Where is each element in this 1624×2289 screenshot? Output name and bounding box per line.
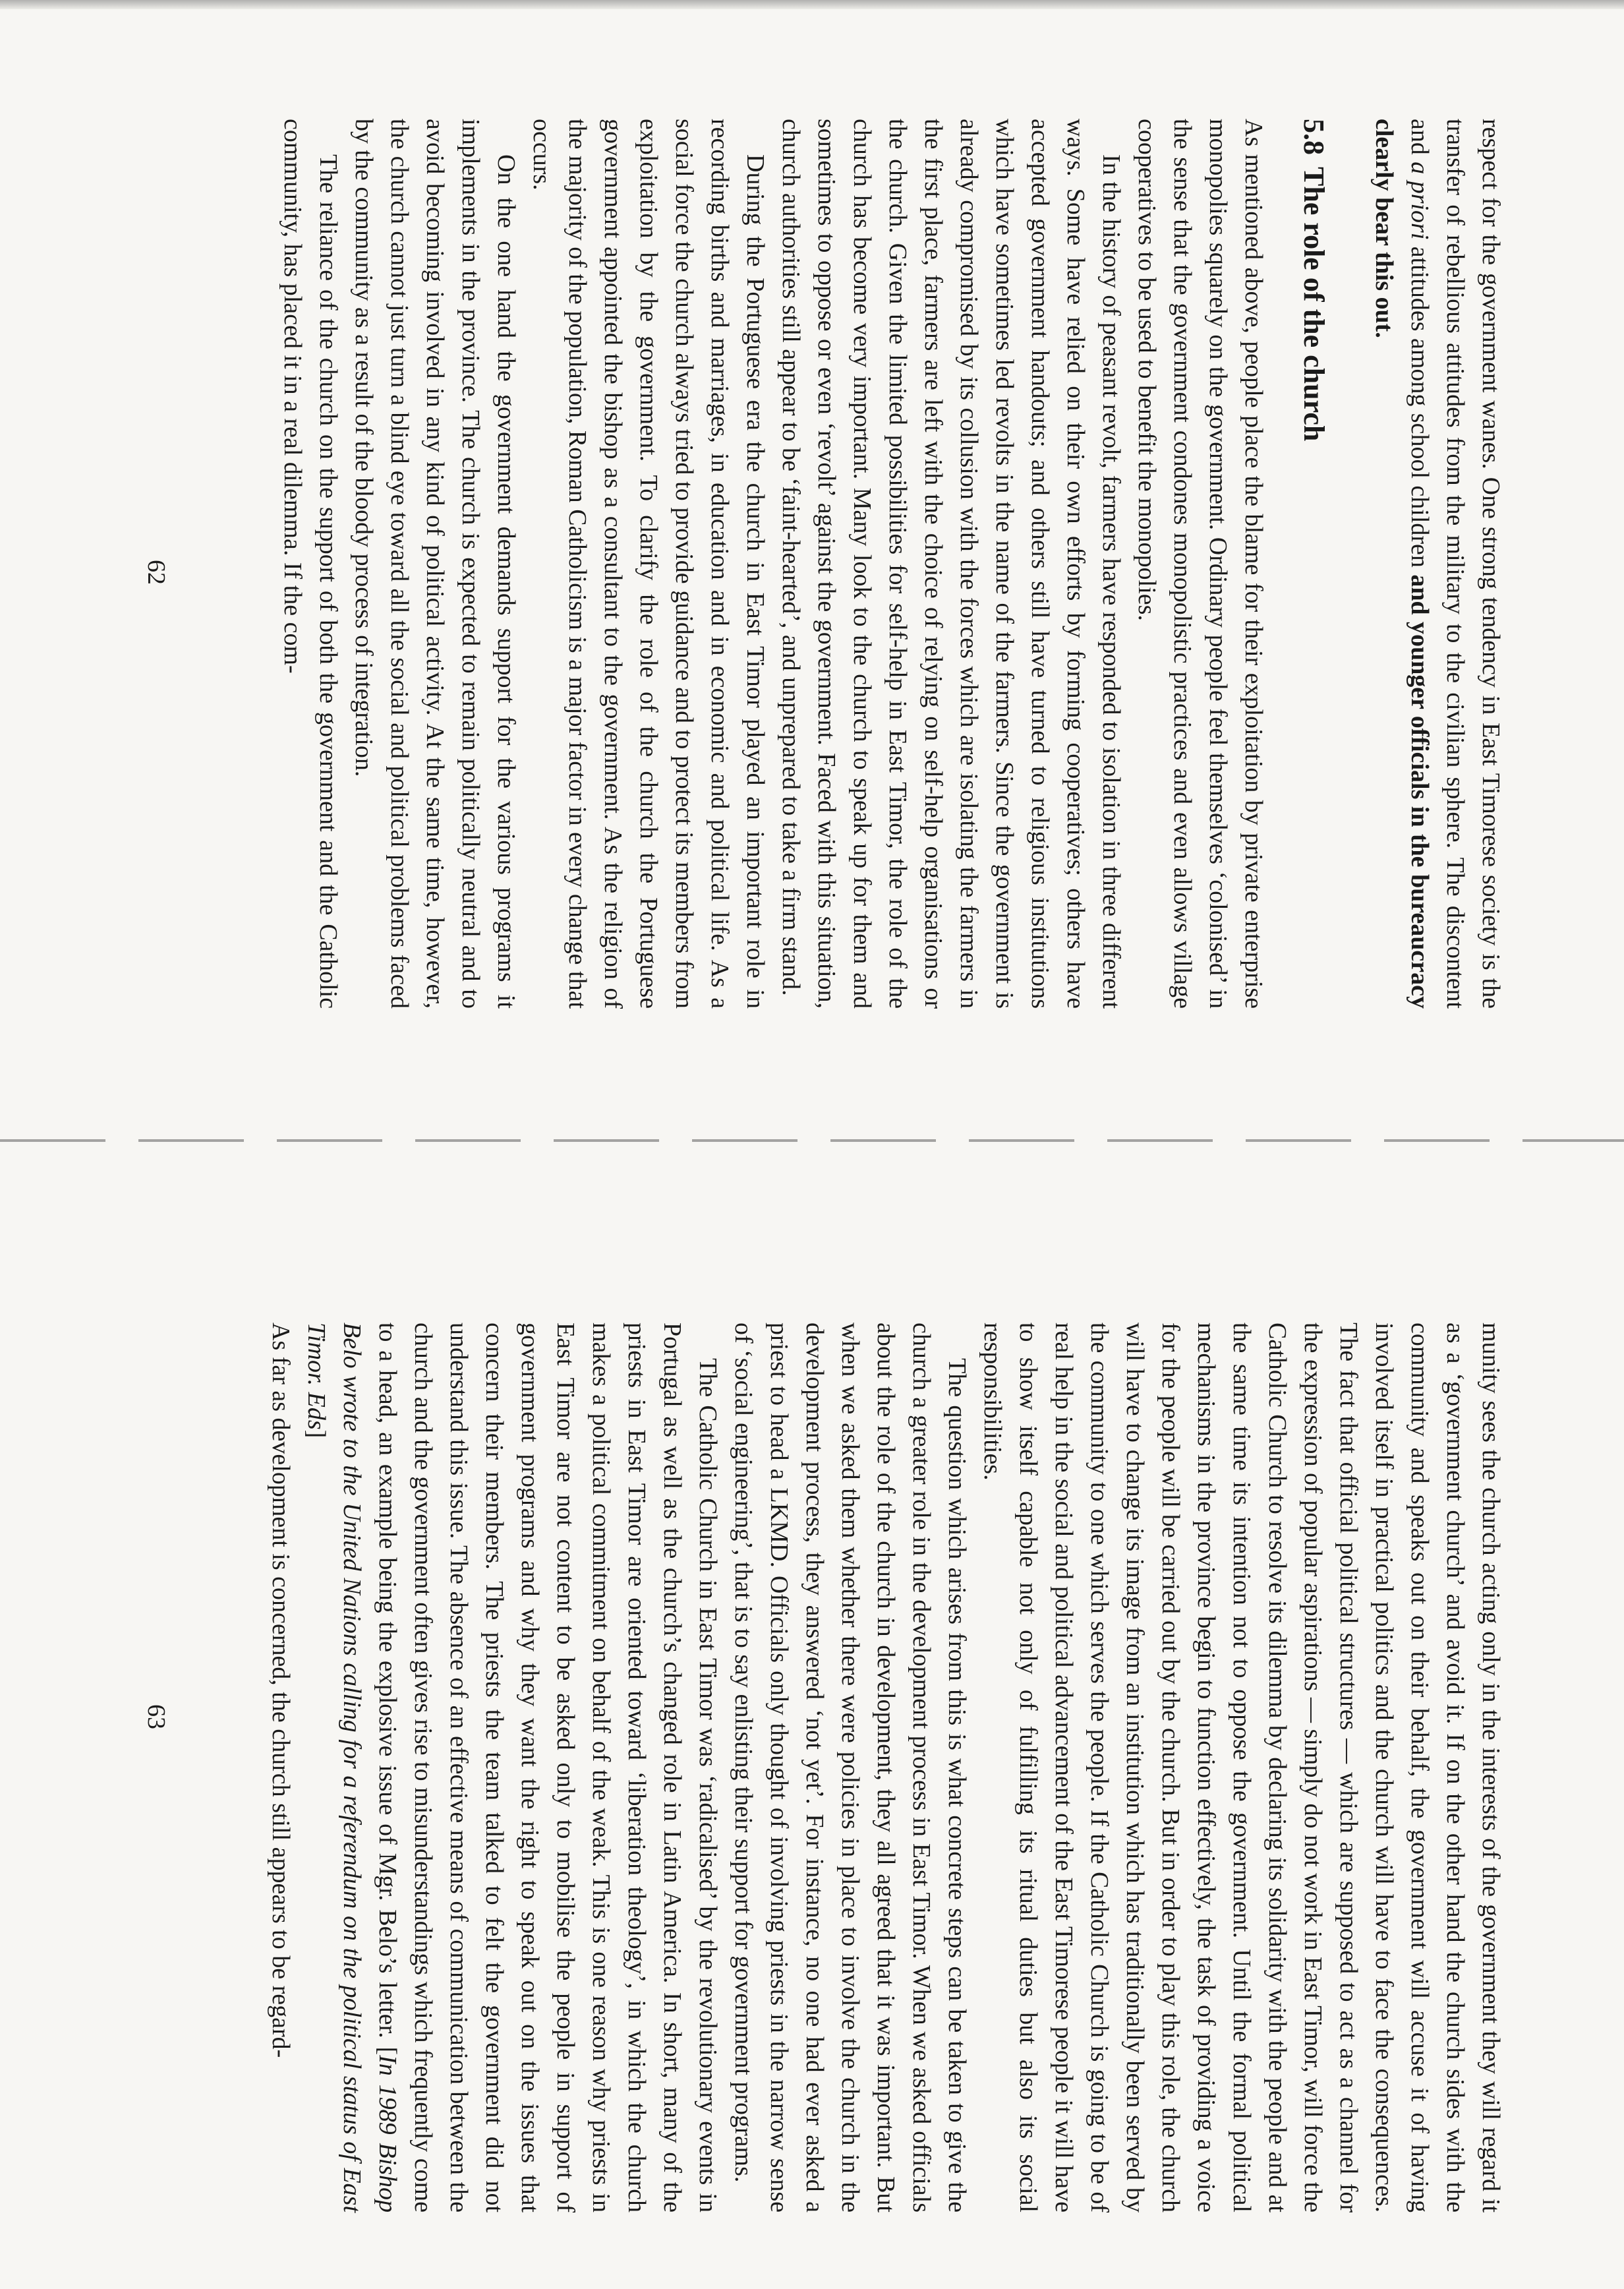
left-page-text-column [275, 119, 1509, 1009]
paragraph: The reliance of the church on the support of both the government and the Catholic community, has placed it in a real dilemma. If the com- [279, 119, 342, 1009]
paragraph: As far as development is concerned, the church still appears to be regard- [267, 1323, 295, 2058]
paragraph: As mentioned above, people place the blame for their exploitation by private enterprise monopolies squarely on the government. Ordinary people feel themselves ‘colonised’ in the sense that the government condones monopolistic practices and even allows village cooperatives to be used to benefit the monopolies. [1133, 119, 1267, 1009]
paragraph: munity sees the church acting only in the interests of the government they will regard it as a ‘government church’ and avoid it. If on the other hand the church sides with the community and speaks out on their behalf, the government will accuse it of having involved itself in practical politics and the church will have to face the consequences. The fact that official political structures — which are supposed to act as a channel for the expression of popular aspirations — simply do not work in East Timor, will force the Catholic Church to resolve its dilemma by declaring its solidarity with the people and at the same time its intention not to oppose the government. Until the formal political mechanisms in the province begin to function effectively, the task of providing a voice for the people will be carried out by the church. But in order to play this role, the church will have to change its image from an institution which has traditionally been served by the community to one which serves the people. If the Catholic Church is going to be of real help in the social and political advancement of the East Timorese people it will have to show itself capable not only of fulfilling its ritual duties but also its social responsibilities. [979, 1323, 1505, 2213]
opening-paragraph: respect for the government wanes. One strong tendency in East Timorese society is the transfer of rebellious attitudes from the military to the civilian sphere. The discontent and a priori attitudes among school children and younger officials in the bureaucracy clearly bear this out. [1370, 119, 1505, 1009]
right-page-text-column [263, 1323, 1509, 2213]
paragraph: On the one hand the government demands support for the various programs it implements in the province. The church is expected to remain politically neutral and to avoid becoming involved in any kind of political activity. At the same time, however, the church cannot just turn a blind eye toward all the social and political problems faced by the community as a result of the bloody process of integration. [350, 119, 520, 1009]
right-page [0, 1144, 1624, 2289]
paragraph: In the history of peasant revolt, farmers have responded to isolation in three different ways. Some have relied on their own efforts by forming cooperatives; others have accepted government handouts; and others still have turned to religious institutions which have sometimes led revolts in the name of the farmers. Since the government is already compromised by its collusion with the forces which are isolating the farmers in the first place, farmers are left with the choice of relying on self-help organisations or the church. Given the limited possibilities for self-help in East Timor, the role of the church has become very important. Many look to the church to speak up for them and sometimes to oppose or even ‘revolt’ against the government. Faced with this situation, church authorities still appear to be ‘faint-hearted’, and unprepared to take a firm stand. [777, 119, 1125, 1009]
paragraph: During the Portuguese era the church in East Timor played an important role in recording births and marriages, in education and in economic and political life. As a social force the church always tried to provide guidance and to protect its members from exploitation by the government. To clarify the role of the church the Portuguese government appointed the bishop as a consultant to the government. As the religion of the majority of the population, Roman Catholicism is a major factor in every change that occurs. [528, 119, 769, 1009]
editor-note: In 1989 Bishop Belo wrote to the United Nations calling for a referendum on the political status of East Timor. Eds [303, 1323, 401, 2213]
section-heading [1295, 119, 1332, 1009]
paragraph: The Catholic Church in East Timor was ‘radicalised’ by the revolutionary events in Portugal as well as the church’s changed role in Latin America. In short, many of the priests in East Timor are oriented toward ‘liberation theology’, in which the church makes a political commitment on behalf of the weak. This is one reason why priests in East Timor are not content to be asked only to mobilise the people in support of government programs and why they want the right to speak out on the issues that concern their members. The priests the team talked to felt the government did not understand this issue. The absence of an effective means of communication between the church and the government often gives rise to misunderstandings which frequently come to a head, an example being the explosive issue of Mgr. Belo’s letter. [In 1989 Bishop Belo wrote to the United Nations calling for a referendum on the political status of East Timor. Eds] [303, 1323, 722, 2213]
italic-phrase: a priori [1406, 162, 1434, 240]
left-page [0, 0, 1624, 1144]
page-number: 62 [142, 560, 170, 585]
paragraph: The question which arises from this is what concrete steps can be taken to give the church a greater role in the development process in East Timor. When we asked officials about the role of the church in development, they all agreed that it was important. But when we asked them whether there were policies in place to involve the church in the development process, they answered ‘not yet’. For instance, no one had ever asked a priest to head a LKMD. Officials only thought of involving priests in the narrow sense of ‘social engineering’, that is to say enlisting their support for government programs. [730, 1323, 971, 2213]
page-number: 63 [142, 1704, 170, 1729]
section-title: The role of the church [1298, 167, 1330, 442]
section-number: 5.8 [1298, 119, 1330, 155]
bold-phrase: and younger officials in the bureaucracy clearly bear this out. [1370, 119, 1434, 1009]
